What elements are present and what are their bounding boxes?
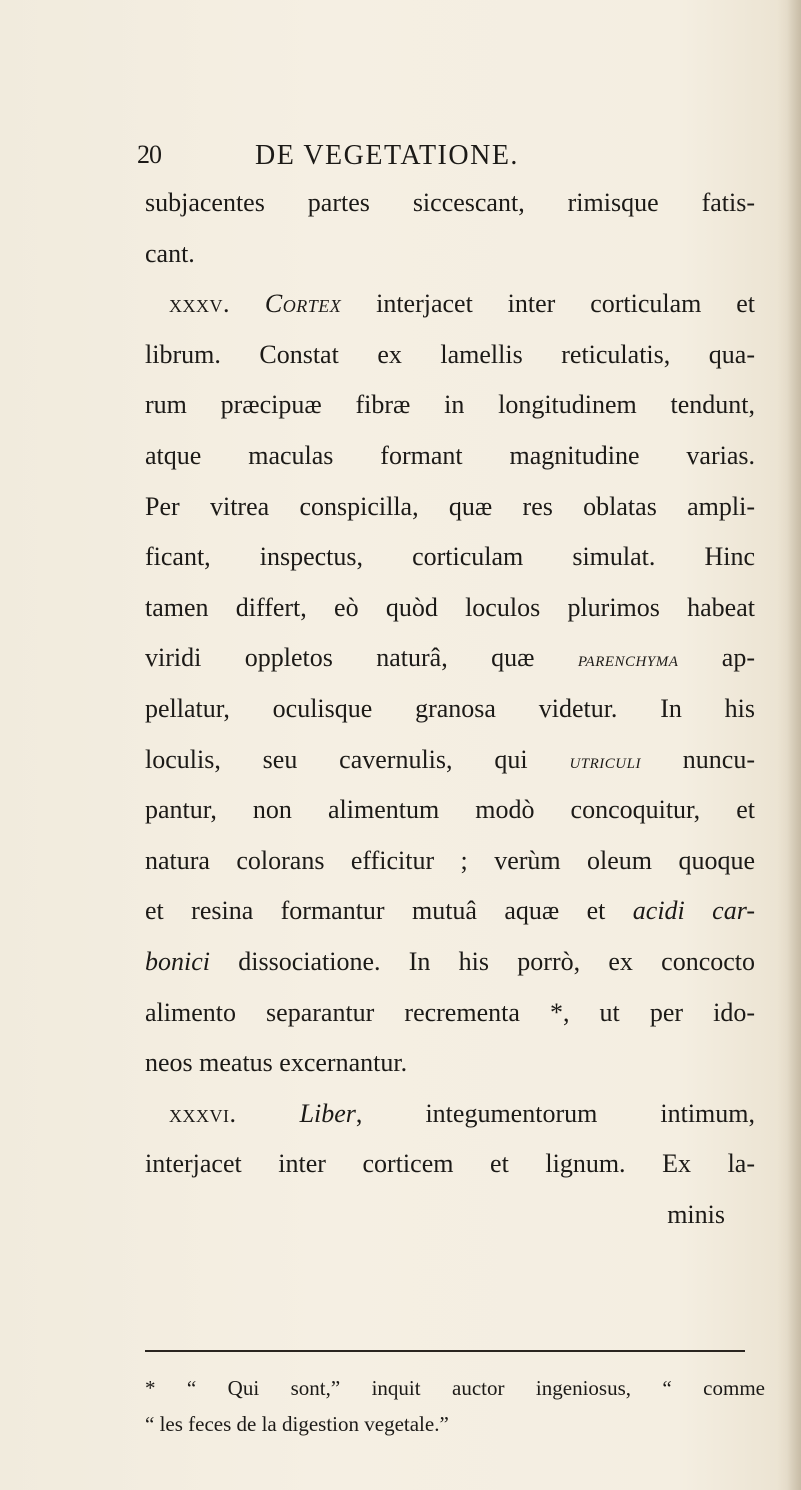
text-line-acidi	[145, 886, 755, 937]
text-line: subjacentes partes siccescant, rimisque fatis-	[145, 188, 755, 217]
footnote-line: “ les feces de la digestion vegetale.”	[145, 1412, 449, 1436]
page-header	[0, 140, 801, 180]
footnote	[145, 1370, 765, 1442]
page-edge-shadow	[787, 0, 801, 1490]
text-line-cortex	[145, 279, 755, 330]
term-utriculi: utriculi	[569, 747, 641, 773]
text-line: neos meatus excernantur.	[145, 1048, 408, 1078]
text-line: pantur, non alimentum modò concoquitur, et	[145, 795, 755, 825]
term-liber: Liber	[299, 1098, 356, 1128]
term-parenchyma: parenchyma	[577, 646, 679, 672]
text-line: atque maculas formant magnitudine varias.	[145, 440, 755, 470]
text-line: cant.	[145, 238, 195, 268]
section-number: xxxvi.	[169, 1098, 237, 1128]
text-line: pellatur, oculisque granosa videtur. In his	[145, 693, 755, 723]
text-fragment: et resina formantur mutuâ aquæ et	[145, 896, 633, 926]
body-text	[145, 178, 755, 1240]
footnote-line: * “ Qui sont,” inquit auctor ingeniosus, “ comme	[145, 1376, 765, 1400]
term-bonici: bonici	[145, 946, 210, 976]
text-fragment: ap-	[678, 643, 755, 673]
running-head: DE VEGETATIONE.	[255, 140, 519, 171]
text-fragment: viridi oppletos naturâ, quæ	[145, 643, 578, 673]
term-cortex: Cortex	[264, 289, 342, 319]
text-fragment: interjacet inter corticulam et	[341, 289, 756, 319]
text-line: interjacet inter corticem et lignum. Ex la-	[145, 1149, 755, 1179]
page-number: 20	[137, 140, 161, 169]
text-line-liber	[145, 1089, 755, 1140]
text-line-parenchyma	[145, 633, 755, 684]
text-fragment: nuncu-	[640, 744, 755, 774]
text-line-bonici	[145, 937, 755, 988]
text-line: librum. Constat ex lamellis reticulatis, qua-	[145, 339, 755, 369]
text-fragment: , integumentorum intimum,	[355, 1098, 755, 1128]
text-line-utriculi	[145, 735, 755, 786]
text-line: alimento separantur recrementa *, ut per ido-	[145, 997, 755, 1027]
text-line: tamen differt, eò quòd loculos plurimos habeat	[145, 592, 755, 622]
text-fragment: dissociatione. In his porrò, ex concocto	[210, 946, 755, 976]
text-fragment: loculis, seu cavernulis, qui	[145, 744, 570, 774]
section-number: xxxv.	[169, 289, 230, 319]
text-line: Per vitrea conspicilla, quæ res oblatas ampli-	[145, 491, 755, 521]
footnote-rule	[145, 1350, 745, 1352]
catchword: minis	[667, 1199, 725, 1229]
text-line: rum præcipuæ fibræ in longitudinem tendunt,	[145, 390, 755, 420]
term-acidi-carbonici: acidi car-	[632, 896, 755, 926]
text-line: natura colorans efficitur ; verùm oleum quoque	[145, 845, 755, 875]
text-line: ficant, inspectus, corticulam simulat. Hinc	[145, 542, 755, 572]
